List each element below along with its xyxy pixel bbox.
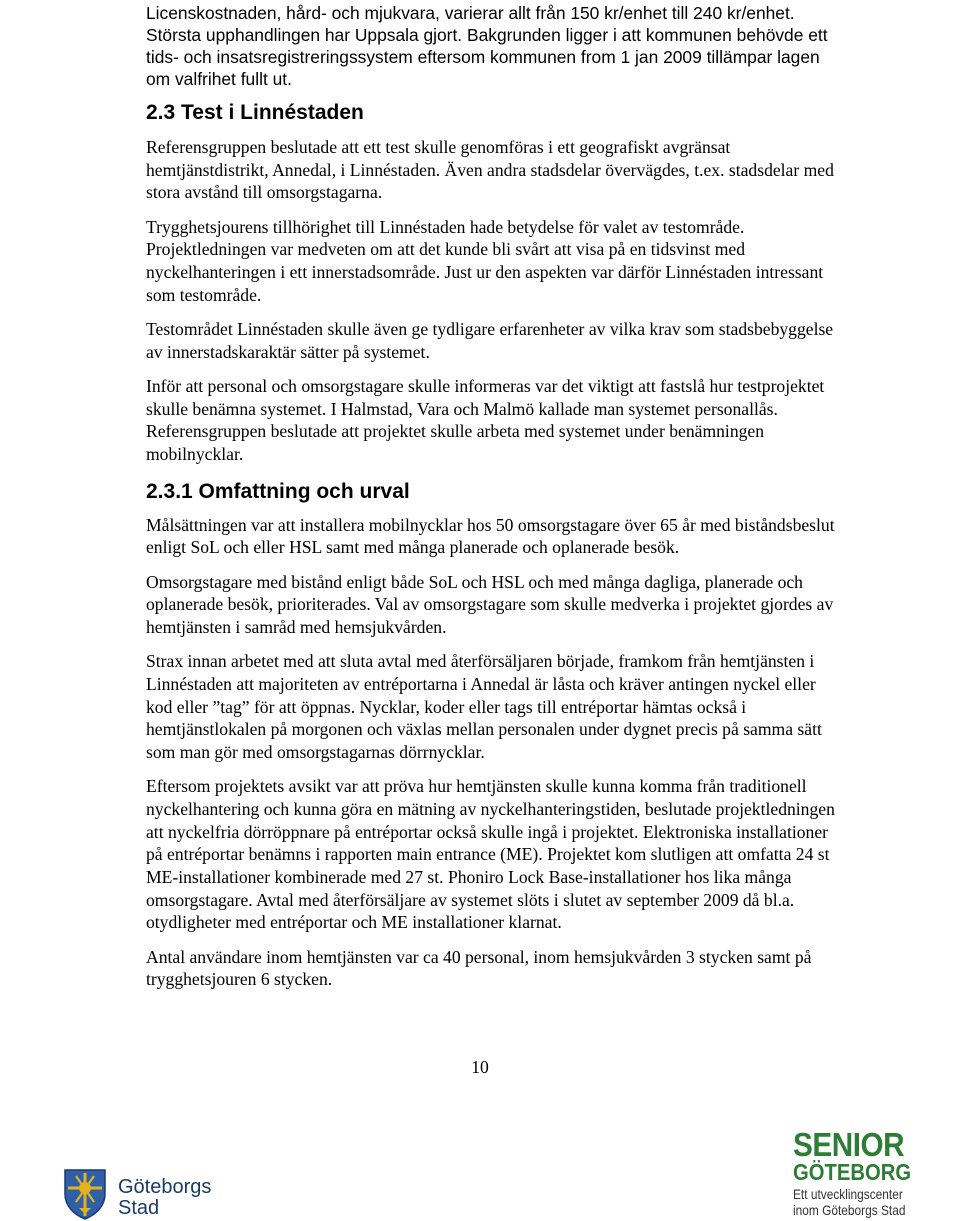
goteborg-crest-icon xyxy=(62,1168,108,1220)
senior-logo-title: SENIOR xyxy=(793,1126,905,1163)
body-paragraph: Referensgruppen beslutade att ett test skulle genomföras i ett geografiskt avgränsat hemtjänstdistrikt, Annedal, i Linnéstaden. Även andra stadsdelar övervägdes, t.ex. stadsdelar med stora avstånd till omsorgstagarna. xyxy=(146,137,834,203)
body-paragraph: Målsättningen var att installera mobilnycklar hos 50 omsorgstagare över 65 år med biståndsbeslut enligt SoL och eller HSL samt med många planerade och oplanerade besök. xyxy=(146,514,835,558)
gbg-logo-line: Stad xyxy=(118,1197,160,1219)
body-paragraph: Eftersom projektets avsikt var att pröva hur hemtjänsten skulle kunna komma från traditionell nyckelhantering och kunna göra en mätning av nyckelhanteringstiden, beslutade projektledningen att nyckelfria dörröppnare på entréportar också skulle ingå i projektet. Elektroniska installationer på entréportar benämns i rapporten main entrance (ME). Projektet kom slutligen att omfatta 24 st ME-installationer kombinerade med 27 st. Phoniro Lock Base-installationer hos lika många omsorgstagare. Avtal med återförsäljare av systemet slöts i slutet av september 2009 då bl.a. otydligheter med entréportar och ME installationer klarnat. xyxy=(146,776,835,933)
goteborgs-stad-logo xyxy=(62,1168,212,1220)
intro-line: tids- och insatsregistreringssystem eftersom kommunen from 1 jan 2009 tillämpar lagen xyxy=(146,47,820,67)
body-paragraph: Projektledningen var medveten om att det kunde bli svårt att visa på en tidsvinst med nyckelhanteringen i ett innerstadsområde. Just ur den aspekten var därför Linnéstaden intressant som testområde. xyxy=(146,239,824,305)
senior-logo-subtitle: GÖTEBORG xyxy=(793,1159,912,1185)
section-heading-2-3-1: 2.3.1 Omfattning och urval xyxy=(146,479,410,503)
body-paragraph: Inför att personal och omsorgstagare skulle informeras var det viktigt att fastslå hur testprojektet skulle benämna systemet. I Halmstad, Vara och Malmö kallade man systemet personallås. Referensgruppen beslutade att projektet skulle arbeta med systemet under benämningen mobilnycklar. xyxy=(146,375,825,464)
intro-paragraph xyxy=(146,2,846,90)
intro-line: Största upphandlingen har Uppsala gjort. Bakgrunden ligger i att kommunen behövde ett xyxy=(146,25,828,45)
body-paragraph: Strax innan arbetet med att sluta avtal med återförsäljaren började, framkom från hemtjänsten i Linnéstaden att majoriteten av entréportarna i Annedal är låsta och kräver antingen nyckel eller kod eller ”tag” för att öppnas. Nycklar, koder eller tags till entréportar hämtas också i hemtjänstlokalen på morgonen och växlas mellan personalen under dygnet precis på samma sätt som man gör med omsorgstagarnas dörrnycklar. xyxy=(146,651,822,762)
section-heading-2-3: 2.3 Test i Linnéstaden xyxy=(146,101,364,124)
body-paragraph: Antal användare inom hemtjänsten var ca 40 personal, inom hemsjukvården 3 stycken samt på trygghetsjouren 6 stycken. xyxy=(146,946,812,990)
senior-logo-tagline xyxy=(793,1186,906,1218)
goteborgs-stad-wordmark xyxy=(118,1177,211,1219)
body-paragraph: Testområdet Linnéstaden skulle även ge tydligare erfarenheter av vilka krav som stadsbebyggelse av innerstadskaraktär sätter på systemet. xyxy=(146,318,834,362)
page-number: 10 xyxy=(471,1057,489,1077)
intro-line: Licenskostnaden, hård- och mjukvara, varierar allt från 150 kr/enhet till 240 kr/enhet. xyxy=(146,3,795,23)
body-paragraph: Omsorgstagare med bistånd enligt både SoL och HSL och med många dagliga, planerade och oplanerade besök, prioriterades. Val av omsorgstagare som skulle medverka i projektet gjordes av hemtjänsten i samråd med hemsjukvården. xyxy=(146,571,834,637)
senior-goteborg-logo xyxy=(793,1128,913,1221)
intro-line: om valfrihet fullt ut. xyxy=(146,69,292,89)
body-paragraph: Trygghetsjourens tillhörighet till Linnéstaden hade betydelse för valet av testområde. xyxy=(146,216,745,237)
document-page xyxy=(146,0,846,1003)
senior-logo-tagline-line: Ett utvecklingscenter xyxy=(793,1186,903,1202)
senior-logo-tagline-line: inom Göteborgs Stad xyxy=(793,1202,906,1218)
gbg-logo-line: Göteborgs xyxy=(118,1176,212,1198)
